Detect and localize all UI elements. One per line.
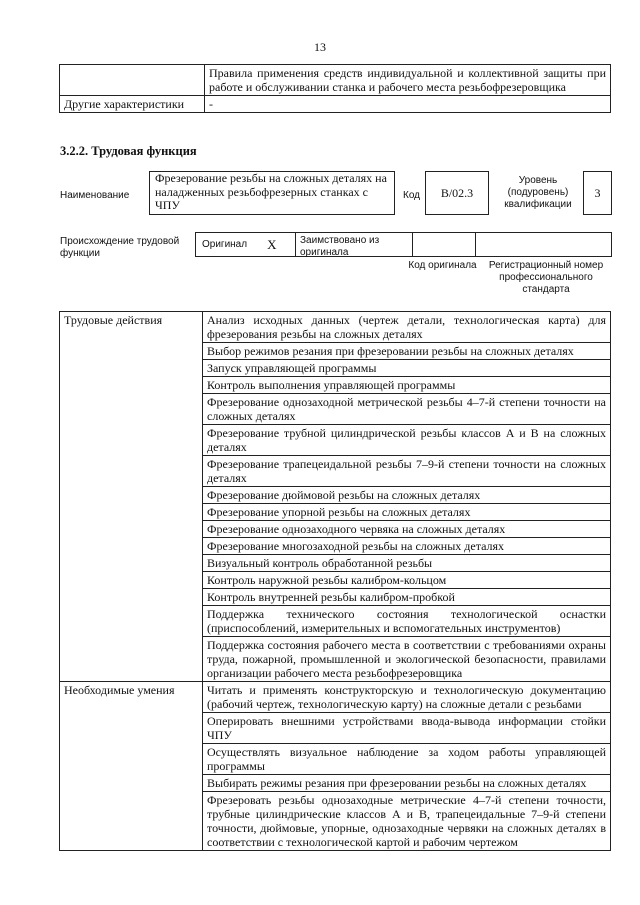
labor-action-item: Запуск управляющей программы: [203, 360, 611, 377]
table-row: [60, 96, 611, 113]
original-cell: [195, 232, 296, 257]
skills-label: Необходимые умения: [60, 682, 203, 851]
function-code-box: В/02.3: [425, 171, 489, 215]
borrowed-label: Заимствовано из оригинала: [296, 232, 413, 257]
labor-action-item: Фрезерование трубной цилиндрической резьбы классов А и В на сложных деталях: [203, 425, 611, 456]
other-characteristics-label: Другие характеристики: [60, 96, 205, 113]
origin-code-cell: [413, 232, 476, 257]
skill-item: Читать и применять конструкторскую и технологическую документацию (рабочий чертеж, технологическую карту) на сложные детали с резьбами: [203, 682, 611, 713]
skill-item: Осуществлять визуальное наблюдение за ходом работы управляющей программы: [203, 744, 611, 775]
table-row: [60, 682, 611, 713]
function-details-table: [59, 311, 611, 851]
skill-item: Выбирать режимы резания при фрезеровании резьбы на сложных деталях: [203, 775, 611, 792]
rules-text: Правила применения средств индивидуальной и коллективной защиты при работе и обслуживании станка и рабочего места резьбофрезеровщика: [205, 65, 611, 96]
other-characteristics-value: -: [205, 96, 611, 113]
labor-action-item: Анализ исходных данных (чертеж детали, технологическая карта) для фрезерования резьбы на сложных деталях: [203, 312, 611, 343]
labor-action-item: Поддержка технического состояния технологической оснастки (приспособлений, измерительных и вспомогательных инструментов): [203, 606, 611, 637]
labor-action-item: Фрезерование упорной резьбы на сложных деталях: [203, 504, 611, 521]
labor-action-item: Фрезерование однозаходного червяка на сложных деталях: [203, 521, 611, 538]
labor-action-item: Выбор режимов резания при фрезеровании резьбы на сложных деталях: [203, 343, 611, 360]
labor-action-item: Фрезерование дюймовой резьбы на сложных деталях: [203, 487, 611, 504]
characteristics-table: [59, 64, 611, 113]
original-code-caption: Код оригинала: [408, 260, 477, 271]
labor-action-item: Фрезерование многозаходной резьбы на сложных деталях: [203, 538, 611, 555]
labor-actions-label: Трудовые действия: [60, 312, 203, 682]
labor-action-item: Фрезерование однозаходной метрической резьбы 4–7-й степени точности на сложных деталях: [203, 394, 611, 425]
labor-action-item: Визуальный контроль обработанной резьбы: [203, 555, 611, 572]
registration-number-cell: [476, 232, 612, 257]
code-label: Код: [403, 190, 421, 201]
registration-number-caption: Регистрационный номер профессионального стандарта: [488, 260, 604, 295]
labor-action-item: Контроль выполнения управляющей программы: [203, 377, 611, 394]
skill-item: Оперировать внешними устройствами ввода-вывода информации стойки ЧПУ: [203, 713, 611, 744]
labor-action-item: Поддержка состояния рабочего места в соответствии с требованиями охраны труда, пожарной, промышленной и экологической безопасности, правилами организации рабочего места резьбофрезеровщика: [203, 637, 611, 682]
labor-action-item: Контроль наружной резьбы калибром-кольцом: [203, 572, 611, 589]
page-number: 13: [314, 40, 326, 54]
original-mark: X: [267, 236, 277, 252]
table-row: [60, 312, 611, 343]
original-label: Оригинал: [202, 238, 248, 250]
skill-item: Фрезеровать резьбы однозаходные метрические 4–7-й степени точности, трубные цилиндрические классов А и В, трапецеидальные 7–9-й степени точности, дюймовые, упорные, однозаходные червяки на сложных деталях в соответствии с технологической картой и рабочим чертежом: [203, 792, 611, 851]
empty-cell: [60, 65, 205, 96]
table-row: [60, 65, 611, 96]
labor-action-item: Контроль внутренней резьбы калибром-пробкой: [203, 589, 611, 606]
name-label: Наименование: [60, 190, 130, 201]
qualification-level-box: 3: [583, 171, 612, 215]
function-name-box: Фрезерование резьбы на сложных деталях на наладженных резьбофрезерных станках с ЧПУ: [149, 171, 395, 215]
section-title: 3.2.2. Трудовая функция: [60, 144, 197, 158]
origin-label: Происхождение трудовой функции: [60, 236, 180, 259]
origin-row: [195, 232, 612, 257]
labor-action-item: Фрезерование трапецеидальной резьбы 7–9-й степени точности на сложных деталях: [203, 456, 611, 487]
qualification-level-label: Уровень (подуровень) квалификации: [504, 175, 572, 210]
